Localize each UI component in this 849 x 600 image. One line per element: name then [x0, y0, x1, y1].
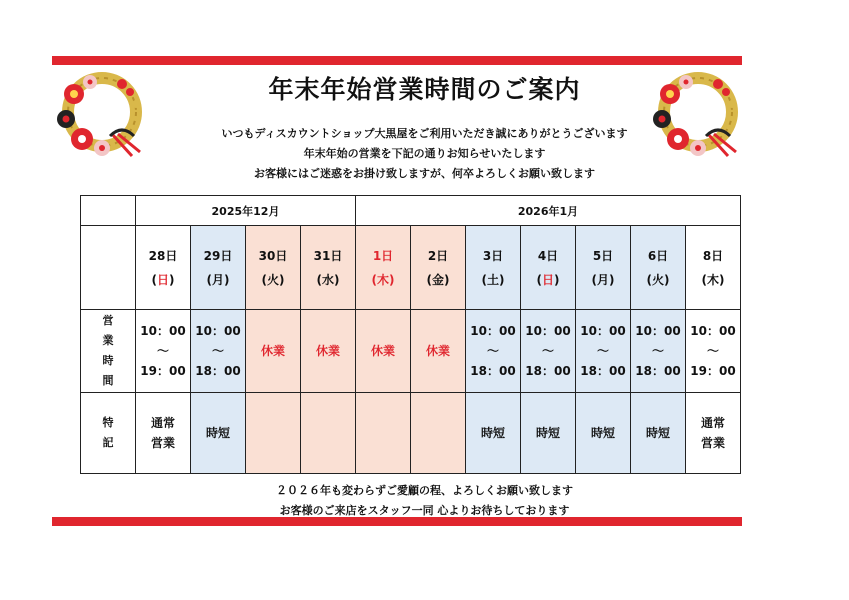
weekday-text: (金): [426, 272, 450, 287]
hours-cell: [191, 310, 246, 393]
date-text: 5日: [592, 248, 614, 263]
note-cell: [686, 393, 741, 474]
closing-line: お客様のご来店をスタッフ一同 心よりお待ちしております: [279, 504, 570, 517]
close-time: 18：00: [525, 364, 571, 378]
open-time: 10：00: [140, 324, 186, 338]
note-cell: [136, 393, 191, 474]
open-time: 10：00: [525, 324, 571, 338]
closed-cell: 休業: [411, 310, 466, 393]
intro-line: お客様にはご迷惑をお掛け致しますが、何卒よろしくお願い致します: [254, 167, 595, 180]
close-time: 18：00: [580, 364, 626, 378]
date-cell: [686, 226, 741, 310]
note-cell: 時短: [576, 393, 631, 474]
intro-line: 年末年始の営業を下記の通りお知らせいたします: [303, 147, 546, 160]
close-time: 19：00: [140, 364, 186, 378]
hours-cell: [521, 310, 576, 393]
date-cell: [246, 226, 301, 310]
open-time: 10：00: [580, 324, 626, 338]
date-text: 1日: [372, 248, 394, 263]
row-label-char: 間: [102, 374, 114, 387]
tilde: 〜: [486, 344, 499, 358]
close-time: 18：00: [635, 364, 681, 378]
closed-cell: 休業: [301, 310, 356, 393]
weekday-text: (火): [261, 272, 285, 287]
weekday-text: (火): [646, 272, 670, 287]
date-cell: [631, 226, 686, 310]
date-cell: [301, 226, 356, 310]
intro-line: いつもディスカウントショップ大黒屋をご利用いただき誠にありがとうございます: [221, 127, 628, 140]
month-header-row: [81, 196, 741, 226]
month-header-jan: 2026年1月: [356, 196, 741, 226]
row-label-char: 業: [102, 334, 114, 347]
weekday-text: (月): [591, 272, 615, 287]
tilde: 〜: [706, 344, 719, 358]
tilde: 〜: [211, 344, 224, 358]
hours-cell: [686, 310, 741, 393]
note-text: 通常営業: [150, 416, 175, 450]
open-time: 10：00: [195, 324, 241, 338]
closing-text: [0, 481, 849, 521]
date-text: 2日: [427, 248, 449, 263]
weekday-text: (日): [151, 272, 175, 287]
tilde: 〜: [596, 344, 609, 358]
top-red-bar: [52, 56, 742, 65]
tilde: 〜: [541, 344, 554, 358]
hours-cell: [466, 310, 521, 393]
date-cell: [136, 226, 191, 310]
open-time: 10：00: [690, 324, 736, 338]
page-title: 年末年始営業時間のご案内: [268, 75, 581, 104]
date-text: 28日: [148, 248, 178, 263]
note-cell: [356, 393, 411, 474]
date-text: 31日: [313, 248, 343, 263]
close-time: 19：00: [690, 364, 736, 378]
note-cell: 時短: [466, 393, 521, 474]
note-cell: 時短: [191, 393, 246, 474]
closing-line: ２０２６年も変わらずご愛顧の程、よろしくお願い致します: [276, 484, 573, 497]
close-time: 18：00: [195, 364, 241, 378]
date-text: 6日: [647, 248, 669, 263]
date-cell: [191, 226, 246, 310]
month-header-dec: 2025年12月: [136, 196, 356, 226]
note-cell: [301, 393, 356, 474]
weekday-text: (木): [701, 272, 725, 287]
note-cell: 時短: [631, 393, 686, 474]
row-label-char: 特: [102, 416, 114, 429]
date-cell: [356, 226, 411, 310]
date-text: 29日: [203, 248, 233, 263]
note-cell: [246, 393, 301, 474]
tilde: 〜: [156, 344, 169, 358]
date-row: [81, 226, 741, 310]
date-text: 3日: [482, 248, 504, 263]
weekday-text: (木): [371, 272, 395, 287]
tilde: 〜: [651, 344, 664, 358]
weekday-text: (月): [206, 272, 230, 287]
note-cell: [411, 393, 466, 474]
hours-row-label: [81, 310, 136, 393]
hours-cell: [576, 310, 631, 393]
date-cell: [576, 226, 631, 310]
closed-cell: 休業: [246, 310, 301, 393]
close-time: 18：00: [470, 364, 516, 378]
open-time: 10：00: [635, 324, 681, 338]
row-label-char: 時: [102, 354, 114, 367]
date-row-label: [81, 226, 136, 310]
notes-row: [81, 393, 741, 474]
intro-text: [0, 124, 849, 184]
notes-row-label: [81, 393, 136, 474]
weekday-text: (日): [536, 272, 560, 287]
date-cell: [466, 226, 521, 310]
date-text: 4日: [537, 248, 559, 263]
date-text: 8日: [702, 248, 724, 263]
hours-cell: [631, 310, 686, 393]
hours-cell: [136, 310, 191, 393]
weekday-char: 日: [541, 272, 554, 287]
date-cell: [411, 226, 466, 310]
weekday-text: (水): [316, 272, 340, 287]
date-cell: [521, 226, 576, 310]
weekday-char: 日: [156, 272, 169, 287]
note-cell: 時短: [521, 393, 576, 474]
corner-cell: [81, 196, 136, 226]
note-text: 通常営業: [700, 416, 725, 450]
weekday-text: (土): [481, 272, 505, 287]
row-label-char: 営: [102, 314, 114, 327]
row-label-char: 記: [102, 436, 114, 449]
open-time: 10：00: [470, 324, 516, 338]
hours-row: [81, 310, 741, 393]
schedule-table: [80, 195, 741, 474]
closed-cell: 休業: [356, 310, 411, 393]
date-text: 30日: [258, 248, 288, 263]
